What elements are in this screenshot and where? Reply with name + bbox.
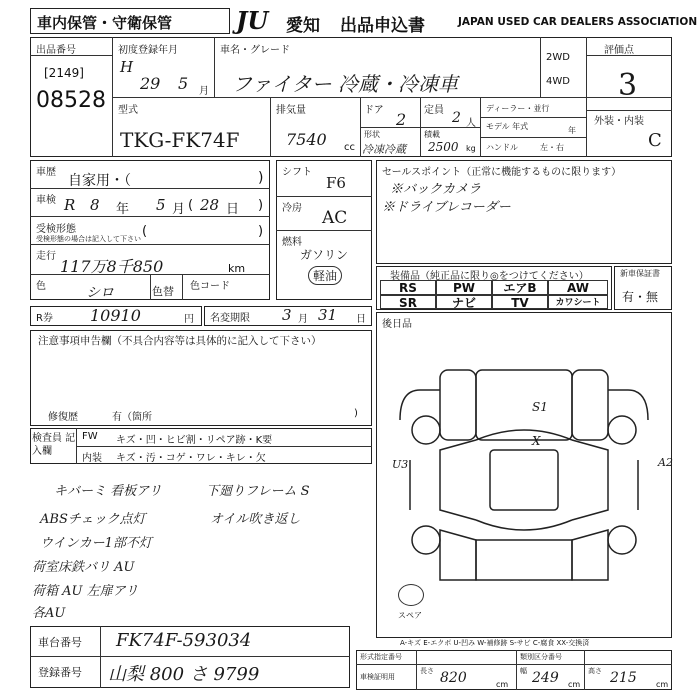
ju-logo — [236, 8, 288, 34]
inspector-fw-row: キズ・凹・ヒビ割・リペア跡・K要 — [116, 435, 273, 446]
registration-era: H — [120, 58, 134, 76]
height-value: 215 — [610, 670, 637, 686]
notes-label: 注意事項申告欄（不具合内容等は具体的に記入して下さい） — [38, 335, 322, 347]
receipt-note: 受検形態の場合は記入して下さい — [36, 235, 141, 243]
repair-close-paren: ) — [354, 408, 358, 419]
inspector-label: 検査員 記入欄 — [32, 433, 76, 457]
fuel-value: ガソリン — [300, 248, 349, 262]
recycle-label: R券 — [36, 313, 53, 324]
height-unit: cm — [656, 680, 669, 689]
model-label: 車名・グレード — [220, 45, 290, 56]
plate-label: 登録番号 — [38, 666, 82, 679]
shift-value: F6 — [326, 174, 346, 192]
lot-number-label: 出品番号 — [36, 45, 76, 56]
equipment-label: 装備品（純正品に限り◎をつけてください） — [390, 271, 589, 282]
exterior-interior-label: 外装・内装 — [594, 116, 644, 127]
region-text: 愛知 — [286, 16, 320, 36]
inspection-day-unit: 日 — [226, 202, 240, 217]
load-label: 積載 — [424, 130, 440, 139]
mileage-unit: km — [228, 262, 246, 275]
equip-tv: TV — [492, 295, 548, 309]
recycle-value: 10910 — [90, 306, 141, 325]
inspection-close-paren: ) — [258, 198, 264, 213]
sales-points-label: セールスポイント（正常に機能するものに限ります） — [382, 167, 622, 178]
cooler-value: AC — [322, 208, 348, 228]
model-year-label: モデル 年式 — [486, 122, 529, 131]
spare-label: スペア — [398, 611, 422, 620]
mileage-label: 走行 — [36, 251, 56, 262]
plate-value: 山梨 800 さ 9799 — [108, 664, 260, 685]
remark-right-1: 下廻りフレーム S — [206, 484, 310, 499]
color-label: 色 — [36, 281, 46, 292]
cert-label: 車検証明用 — [360, 673, 395, 681]
exterior-interior-value: C — [648, 130, 662, 151]
length-value: 820 — [440, 670, 467, 686]
color-change-label: 色替 — [152, 285, 174, 298]
doors-value: 2 — [396, 110, 407, 129]
receipt-open-paren: ( — [142, 224, 148, 239]
shape-label: 形状 — [364, 130, 380, 139]
equip-kawa-seat: カワシート — [548, 295, 608, 309]
height-label: 高さ — [588, 667, 602, 675]
equip-rs: RS — [380, 280, 436, 295]
storage-label: 車内保管・守衛保管 — [37, 14, 173, 32]
dealer-label: ディーラー・並行 — [486, 104, 550, 113]
inspection-day: 28 — [200, 196, 220, 214]
registration-month-unit: 月 — [199, 86, 209, 97]
color-code-label: 色コード — [190, 281, 230, 292]
cooler-label: 冷房 — [282, 203, 302, 214]
doors-label: ドア — [364, 105, 384, 116]
displacement-value: 7540 — [286, 130, 327, 149]
registration-year: 29 — [140, 74, 161, 93]
spare-circle — [398, 584, 424, 606]
inspection-month-unit: 月 — [172, 202, 186, 217]
displacement-unit: cc — [344, 142, 355, 153]
receipt-close-paren: ) — [258, 224, 264, 239]
length-unit: cm — [496, 680, 509, 689]
mark-x: X — [532, 434, 541, 448]
warranty-label: 新車保証書 — [620, 269, 660, 278]
capacity-label: 定員 — [424, 105, 444, 116]
association-name: JAPAN USED CAR DEALERS ASSOCIATION — [458, 16, 698, 28]
fuel-label: 燃料 — [282, 237, 302, 248]
lot-number: 08528 — [36, 88, 106, 113]
drive-2wd: 2WD — [546, 52, 570, 63]
remark-6: 各AU — [32, 606, 66, 621]
inspection-era: R — [64, 196, 76, 214]
inspection-month: 5 — [156, 196, 166, 214]
name-change-day: 31 — [318, 306, 338, 324]
type-label: 型式 — [118, 105, 138, 116]
inspector-interior: 内装 — [82, 453, 102, 464]
equip-sr: SR — [380, 295, 436, 309]
remark-1: キバーミ 看板アリ — [54, 484, 162, 499]
sales-point-1: ※バックカメラ — [390, 182, 482, 197]
type-value: TKG-FK74F — [120, 128, 240, 152]
handle-label: ハンドル — [486, 143, 518, 152]
name-change-label: 名変期限 — [210, 313, 250, 324]
mark-a2: A2 — [658, 456, 673, 469]
color-value: シロ — [86, 285, 114, 301]
load-value: 2500 — [428, 140, 459, 154]
inspection-year-unit: 年 — [116, 202, 130, 217]
length-label: 長さ — [420, 667, 434, 675]
form-title: 出品申込書 — [340, 16, 425, 36]
drive-4wd: 4WD — [546, 76, 570, 87]
history-value: 自家用・（ — [68, 173, 131, 189]
vehicle-diagram — [380, 340, 670, 610]
fuel-value-2: 軽油 — [308, 266, 342, 285]
width-value: 249 — [532, 670, 559, 686]
repair-label: 修復歴 — [48, 412, 78, 423]
equip-pw: PW — [436, 280, 492, 295]
form-label: 形式指定番号 — [360, 653, 402, 661]
mileage-value: 117万8千850 — [60, 257, 164, 276]
mark-s1: S1 — [532, 400, 548, 414]
shift-label: シフト — [282, 167, 312, 178]
displacement-label: 排気量 — [276, 105, 306, 116]
remark-2: ABSチェック点灯 — [40, 512, 146, 527]
name-change-month-unit: 月 — [298, 314, 308, 325]
equip-airbag: エアB — [492, 280, 548, 295]
grade-label: 評価点 — [604, 45, 634, 56]
load-unit: kg — [466, 144, 476, 153]
registration-month: 5 — [178, 74, 189, 93]
warranty-value: 有・無 — [622, 290, 659, 304]
model-value: ファイター 冷蔵・冷凍車 — [232, 72, 458, 96]
grade-value: 3 — [618, 68, 638, 103]
chassis-value: FK74F-593034 — [116, 630, 252, 651]
inspection-label: 車検 — [36, 195, 56, 206]
width-label: 幅 — [520, 667, 527, 675]
mark-u3: U3 — [392, 458, 409, 471]
model-year-unit: 年 — [568, 126, 576, 135]
capacity-unit: 人 — [466, 118, 476, 129]
equip-aw: AW — [548, 280, 608, 295]
diagram-legend: A-キズ E-エクボ U-凹み W-補修跡 S-サビ C-腐食 XX-交換済 — [400, 639, 590, 647]
recycle-unit: 円 — [184, 314, 194, 325]
later-items-label: 後日品 — [382, 319, 412, 330]
chassis-label: 車台番号 — [38, 636, 82, 649]
history-close-paren: ) — [258, 170, 264, 186]
inspection-year: 8 — [90, 196, 100, 214]
inspection-open-paren: ( — [188, 198, 194, 213]
handle-options: 左・右 — [540, 143, 564, 152]
shape-value: 冷凍冷蔵 — [362, 143, 406, 156]
diagram-roof — [490, 450, 558, 510]
storage-box — [30, 8, 230, 34]
name-change-day-unit: 日 — [356, 314, 366, 325]
remark-right-2: オイル吹き返し — [210, 512, 301, 527]
repair-value: 有（箇所 — [112, 412, 152, 423]
logo-text: JU — [236, 6, 269, 35]
remark-5: 荷箱 AU 左扉アリ — [32, 584, 139, 599]
width-unit: cm — [568, 680, 581, 689]
equip-navi: ナビ — [436, 295, 492, 309]
name-change-month: 3 — [282, 306, 292, 324]
remark-4: 荷室床鉄バリ AU — [32, 560, 135, 575]
sales-point-2: ※ドライブレコーダー — [382, 200, 511, 215]
class-label: 類別区分番号 — [520, 653, 562, 661]
inspector-fw: FW — [82, 431, 98, 442]
inspector-interior-row: キズ・汚・コゲ・ワレ・キレ・欠 — [116, 453, 266, 464]
history-label: 車歴 — [36, 167, 56, 178]
registration-label: 初度登録年月 — [118, 45, 178, 56]
remark-3: ウインカー1部不灯 — [40, 536, 152, 551]
capacity-value: 2 — [452, 110, 461, 126]
lot-bracket-number: [2149] — [44, 66, 84, 80]
receipt-label: 受検形態 — [36, 224, 76, 235]
